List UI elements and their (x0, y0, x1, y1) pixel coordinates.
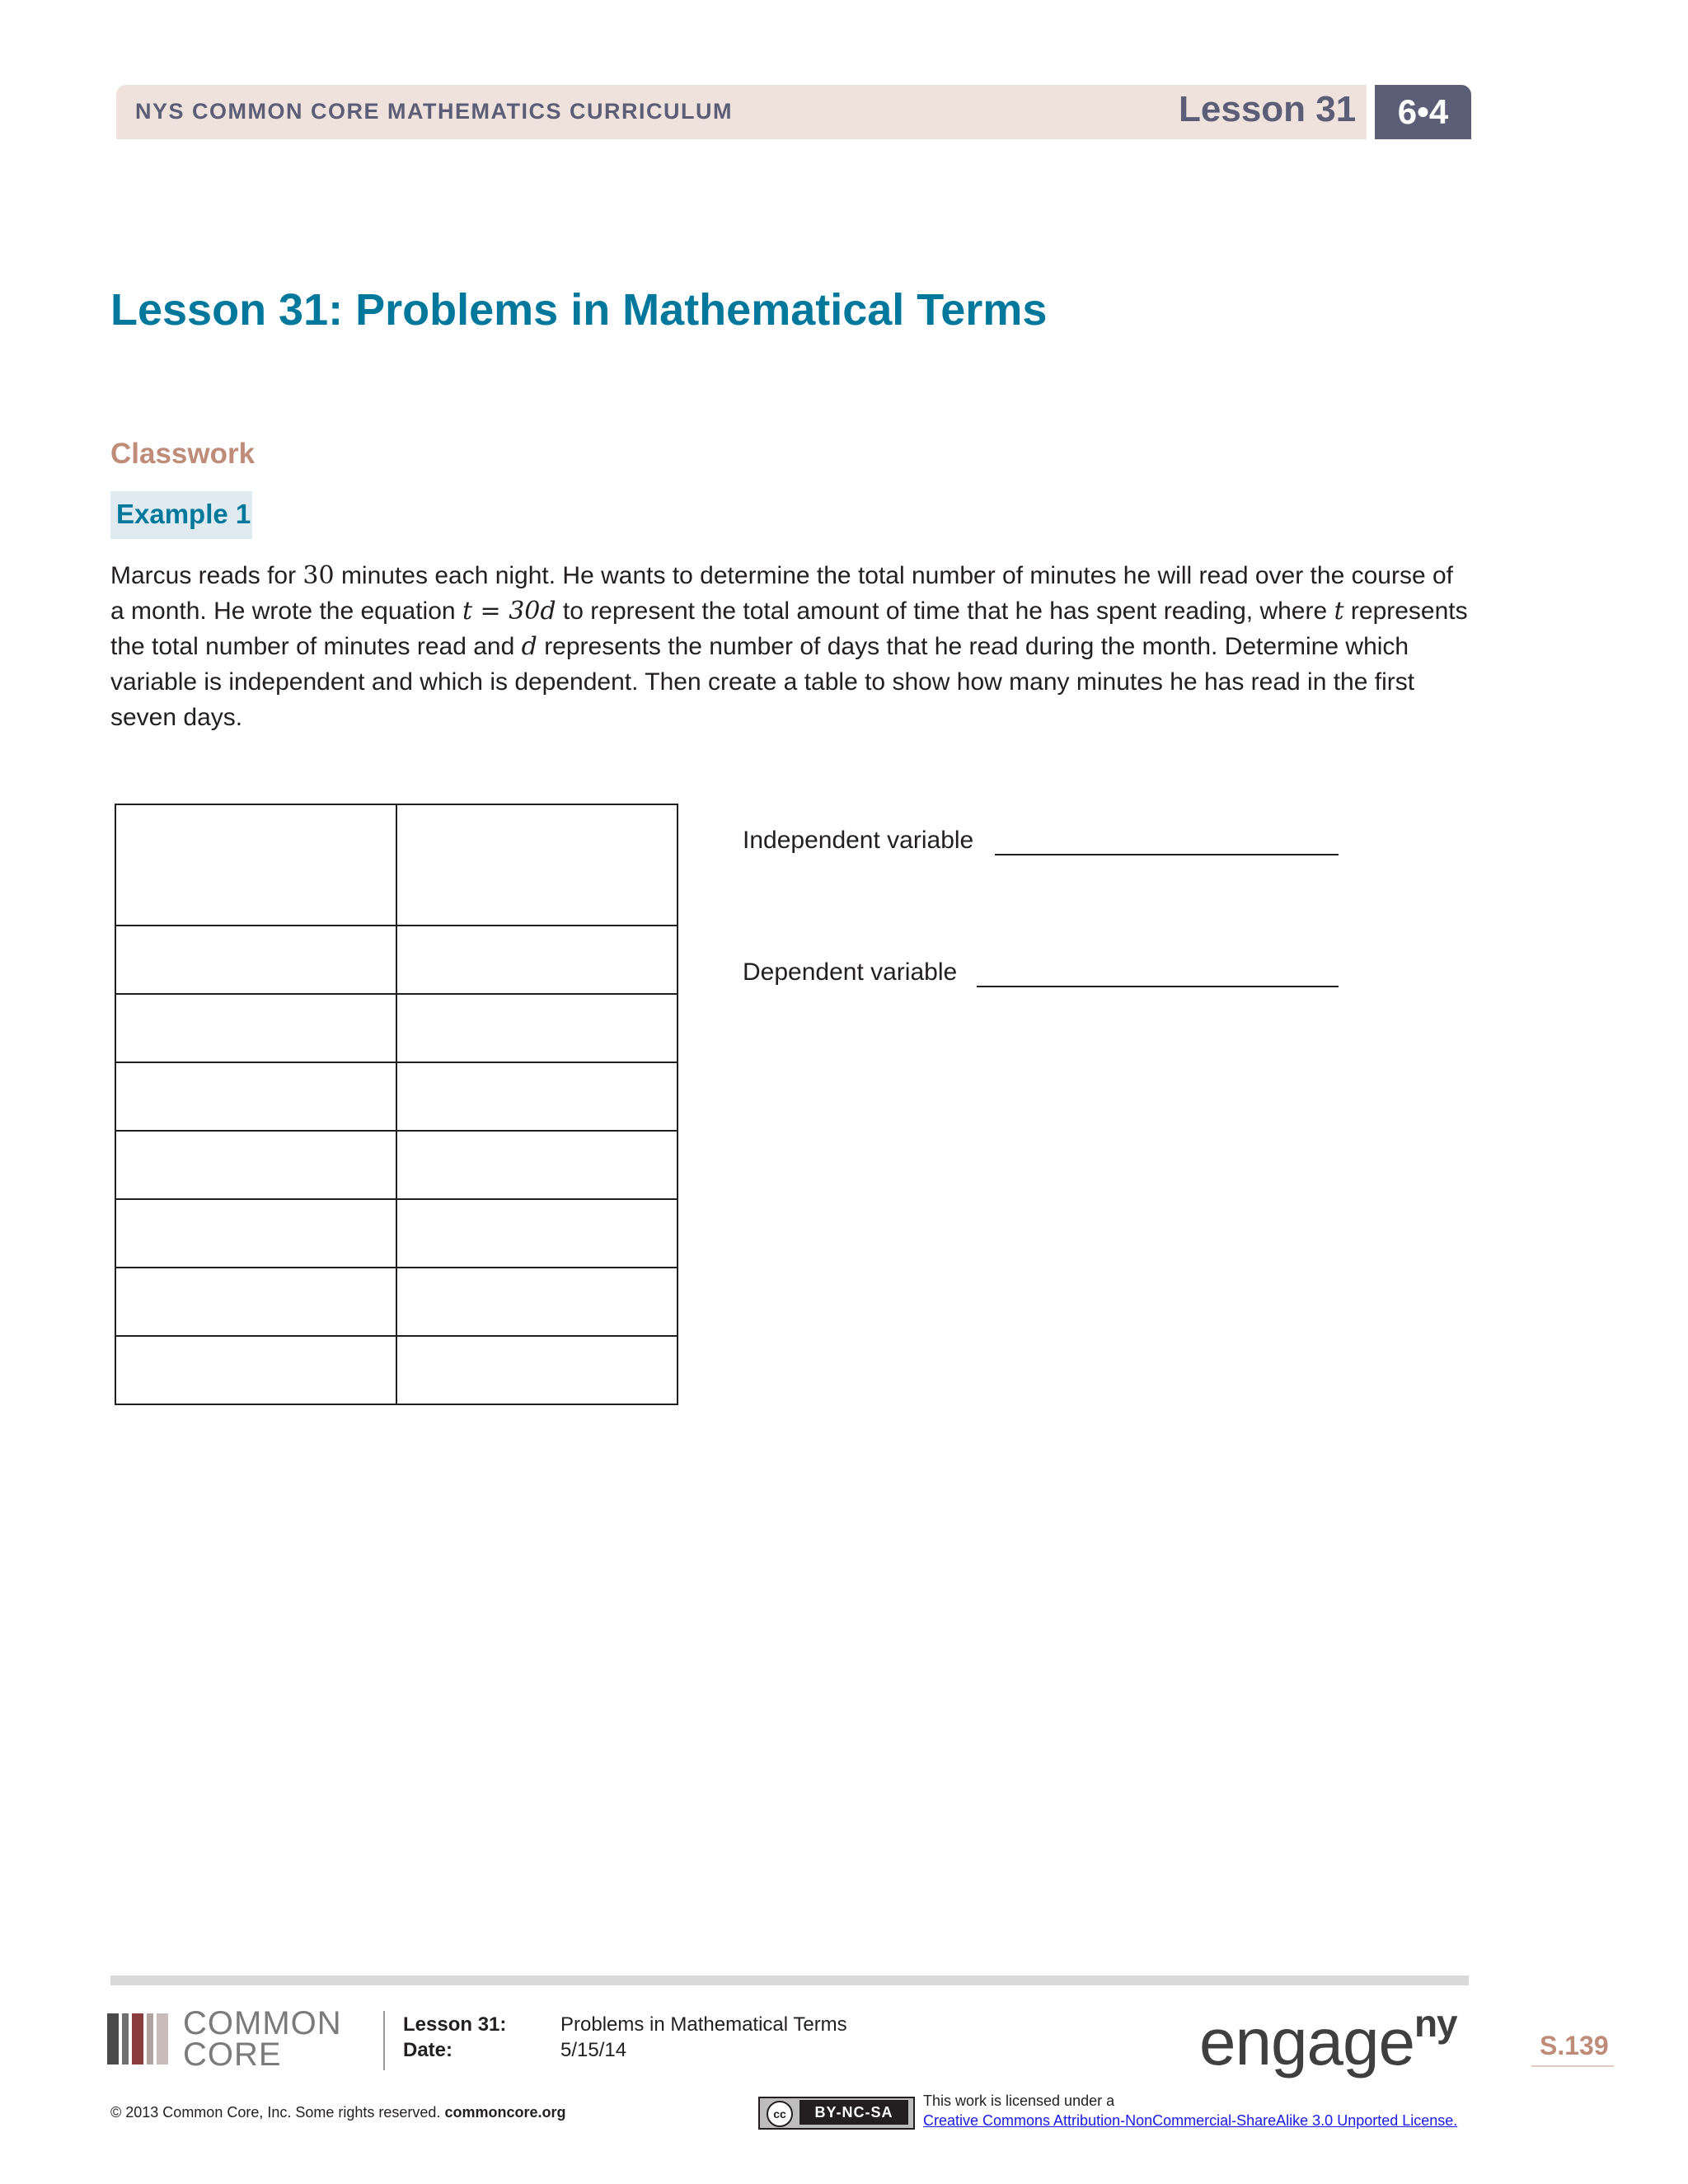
independent-variable-label: Independent variable (743, 827, 974, 854)
table-header-row (115, 804, 678, 926)
table-row (115, 994, 678, 1062)
table-cell[interactable] (396, 804, 678, 926)
page-number-underline (1531, 2065, 1614, 2067)
text-run: minutes each night. He wants to determine the total number of minutes he will read over the course of a month. He wrote the equation (110, 562, 1453, 625)
table-cell[interactable] (115, 1336, 396, 1404)
text-run: Marcus reads for (110, 562, 303, 589)
table-cell[interactable] (396, 994, 678, 1062)
cc-icon: cc (767, 2101, 793, 2127)
table-row (115, 1131, 678, 1199)
table-cell[interactable] (396, 1131, 678, 1199)
copyright-text: © 2013 Common Core, Inc. Some rights reserved. (110, 2104, 445, 2121)
curriculum-title: NYS COMMON CORE MATHEMATICS CURRICULUM (135, 99, 733, 124)
table-row (115, 1268, 678, 1336)
table-cell[interactable] (396, 1336, 678, 1404)
table-cell[interactable] (396, 1268, 678, 1336)
table-cell[interactable] (115, 926, 396, 994)
footer-date: 5/15/14 (560, 2039, 627, 2061)
module-badge: 6•4 (1375, 85, 1471, 139)
text-run: represents the total number of minutes read and (110, 598, 1468, 660)
logo-text-core: CORE (183, 2036, 282, 2073)
footer-divider (383, 2011, 385, 2070)
number: 30 (302, 561, 335, 590)
independent-variable-blank[interactable] (995, 854, 1339, 855)
table-row (115, 926, 678, 994)
footer-lesson-key: Lesson 31: (403, 2013, 507, 2036)
text-run: to represent the total amount of time that he has spent reading, where (556, 598, 1334, 625)
page-number: S.139 (1540, 2031, 1609, 2060)
table-cell[interactable] (396, 926, 678, 994)
copyright-site: commoncore.org (444, 2104, 566, 2121)
table-row (115, 1062, 678, 1131)
answer-table (115, 804, 678, 1405)
dependent-variable-blank[interactable] (977, 986, 1339, 987)
table-row (115, 1199, 678, 1268)
license-text: This work is licensed under a (923, 2093, 1115, 2109)
common-core-logo-icon (107, 2013, 171, 2064)
logo-text-ny: ny (1414, 2002, 1457, 2045)
logo-text-common: COMMON (183, 2005, 342, 2041)
table-cell[interactable] (115, 994, 396, 1062)
table-cell[interactable] (115, 1131, 396, 1199)
text-run: represents the number of days that he read during the month. Determine which variable is independent and which is dependent. Then create a table to show how many minutes he has read in the first seven days. (110, 633, 1415, 731)
table-cell[interactable] (115, 1268, 396, 1336)
footer-date-key: Date: (403, 2039, 453, 2061)
table-row (115, 1336, 678, 1404)
table-cell[interactable] (115, 804, 396, 926)
copyright (110, 2104, 565, 2121)
logo-text-engage: engage (1199, 2005, 1414, 2079)
footer-lesson-title: Problems in Mathematical Terms (560, 2013, 847, 2036)
problem-text (110, 558, 1470, 735)
cc-badge-text: BY-NC-SA (799, 2100, 908, 2125)
license-link[interactable]: Creative Commons Attribution-NonCommercial-ShareAlike 3.0 Unported License. (923, 2112, 1458, 2129)
table-cell[interactable] (396, 1199, 678, 1268)
variable-d: d (521, 632, 537, 661)
section-heading: Classwork (110, 438, 256, 470)
page-title: Lesson 31: Problems in Mathematical Terms (110, 285, 1048, 335)
cc-license-badge (758, 2097, 915, 2130)
table-cell[interactable] (115, 1062, 396, 1131)
table-cell[interactable] (115, 1199, 396, 1268)
engageny-logo (1199, 2004, 1457, 2080)
equation: t = 30d (462, 597, 556, 626)
dependent-variable-label: Dependent variable (743, 958, 958, 986)
header-lesson: Lesson 31 (1179, 89, 1357, 129)
footer-rule (110, 1975, 1469, 1985)
example-label: Example 1 (116, 499, 251, 529)
table-cell[interactable] (396, 1062, 678, 1131)
variable-t: t (1334, 597, 1344, 626)
